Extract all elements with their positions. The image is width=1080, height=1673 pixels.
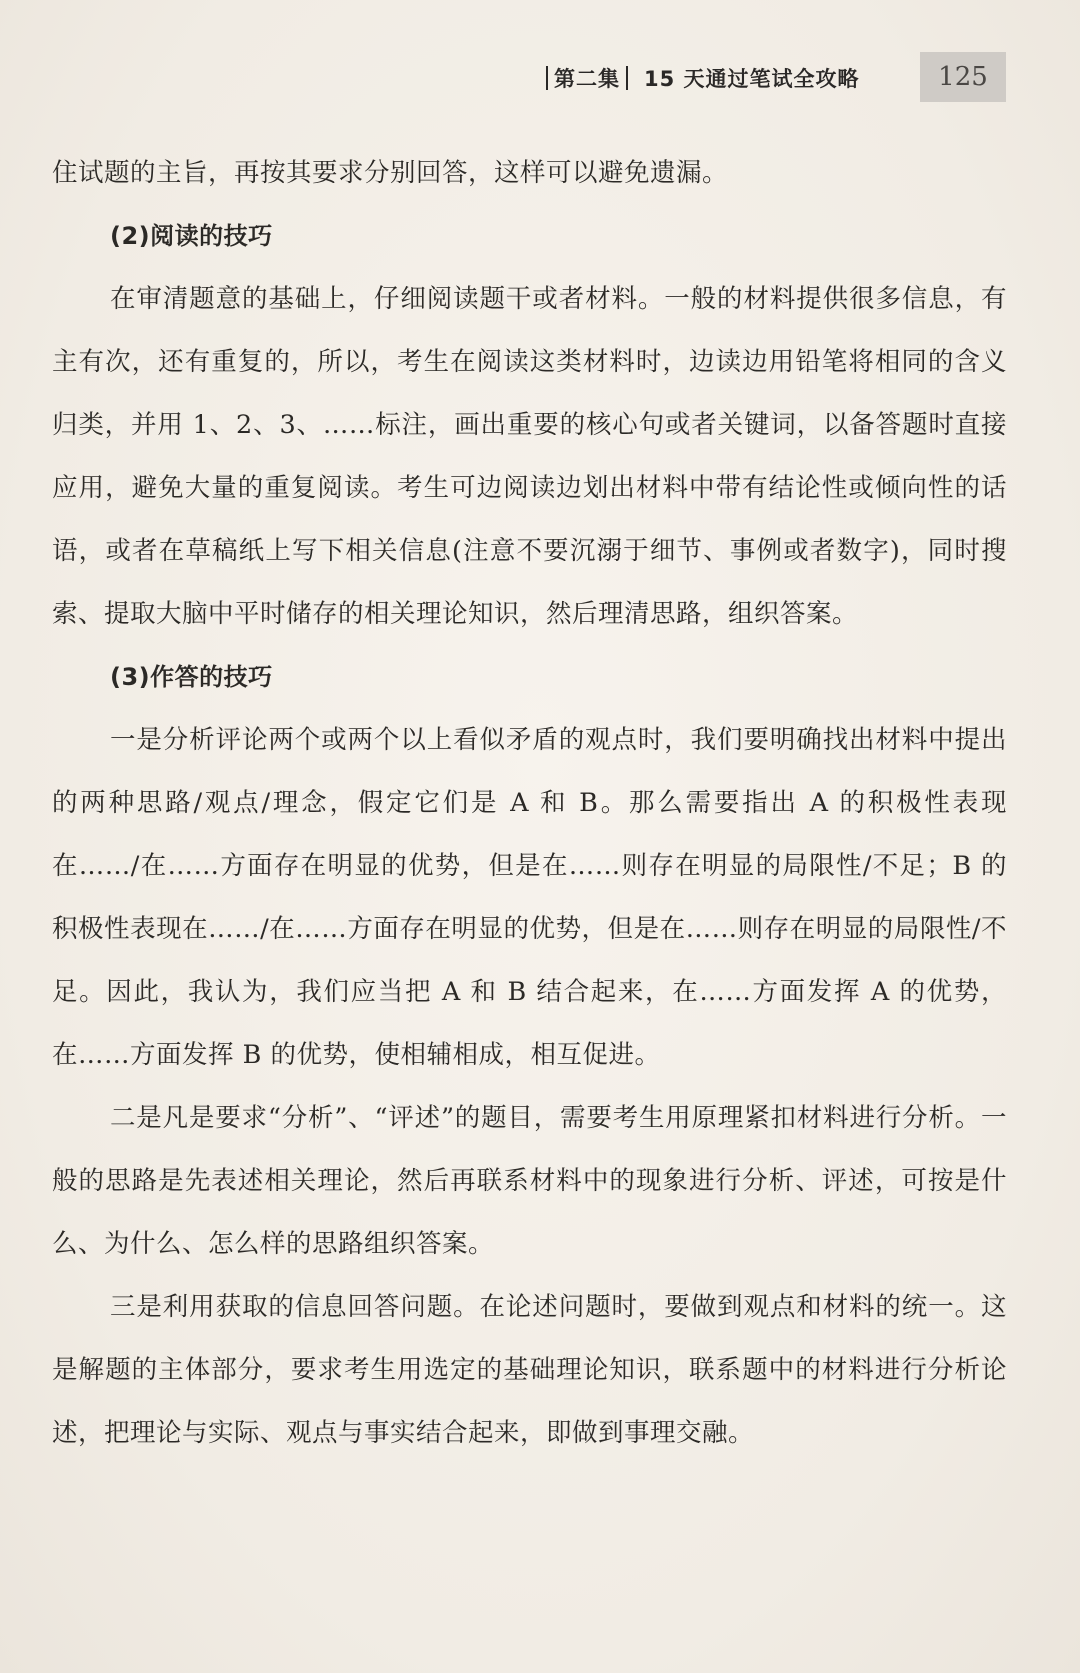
body-text: [52, 142, 1007, 1465]
page-number: 125: [920, 52, 1006, 102]
section-heading: (3)作答的技巧: [110, 663, 273, 691]
paragraph: 在审清题意的基础上，仔细阅读题干或者材料。一般的材料提供很多信息，有主有次，还有重复的，所以，考生在阅读这类材料时，边读边用铅笔将相同的含义归类，并用 1、2、3、……标注，画出重要的核心句或者关键词，以备答题时直接应用，避免大量的重复阅读。考生可边阅读边划出材料中带有结论性或倾向性的话语，或者在草稿纸上写下相关信息(注意不要沉溺于细节、事例或者数字)，同时搜索、提取大脑中平时储存的相关理论知识，然后理清思路，组织答案。: [52, 284, 1007, 629]
book-title: 15 天通过笔试全攻略: [644, 67, 860, 91]
running-header: [540, 60, 1010, 96]
section-heading: (2)阅读的技巧: [110, 222, 273, 250]
paragraph: 二是凡是要求“分析”、“评述”的题目，需要考生用原理紧扣材料进行分析。一般的思路是先表述相关理论，然后再联系材料中的现象进行分析、评述，可按是什么、为什么、怎么样的思路组织答案。: [52, 1103, 1007, 1259]
paragraph: 三是利用获取的信息回答问题。在论述问题时，要做到观点和材料的统一。这是解题的主体部分，要求考生用选定的基础理论知识，联系题中的材料进行分析论述，把理论与实际、观点与事实结合起来，即做到事理交融。: [52, 1292, 1007, 1448]
paragraph: 一是分析评论两个或两个以上看似矛盾的观点时，我们要明确找出材料中提出的两种思路/观点/理念，假定它们是 A 和 B。那么需要指出 A 的积极性表现在……/在……方面存在明显的优势，但是在……则存在明显的局限性/不足；B 的积极性表现在……/在……方面存在明显的优势，但是在……则存在明显的局限性/不足。因此，我认为，我们应当把 A 和 B 结合起来，在……方面发挥 A 的优势，在……方面发挥 B 的优势，使相辅相成，相互促进。: [52, 725, 1007, 1070]
header-divider: [626, 66, 628, 90]
series-label: 第二集: [554, 67, 620, 91]
header-divider: [546, 66, 548, 90]
paragraph: 住试题的主旨，再按其要求分别回答，这样可以避免遗漏。: [52, 158, 729, 188]
